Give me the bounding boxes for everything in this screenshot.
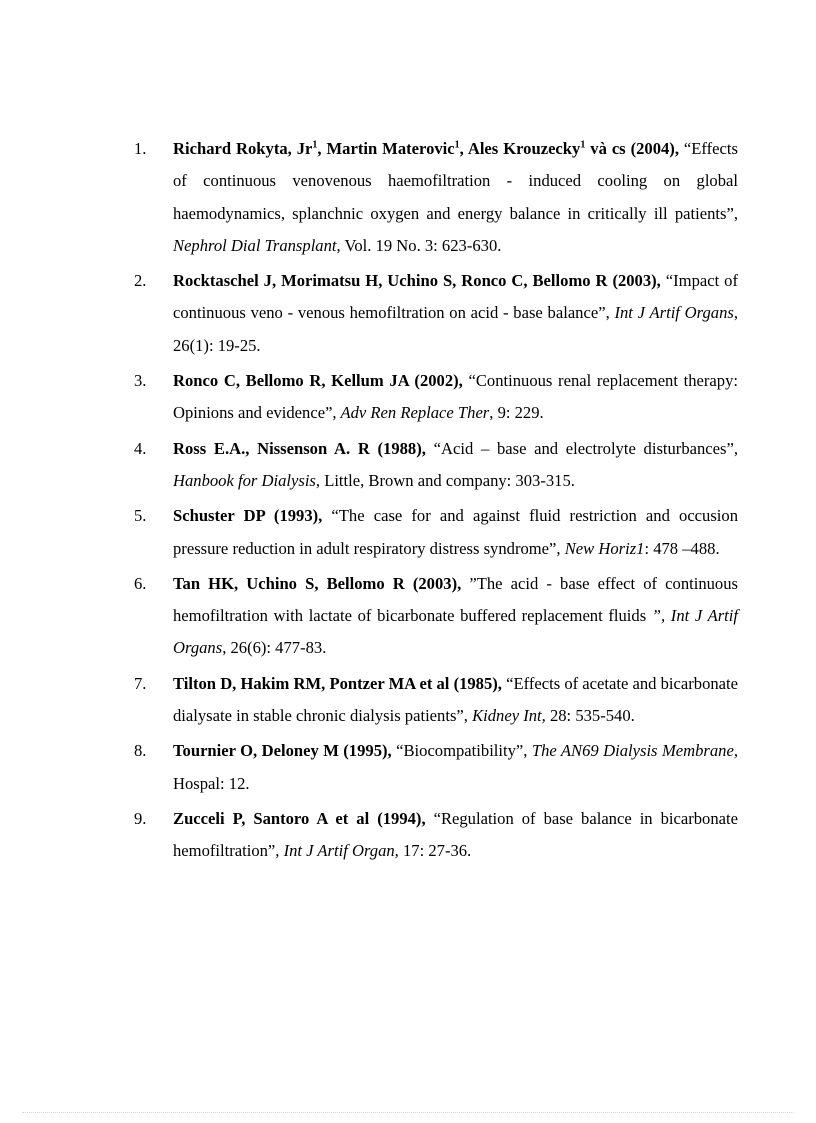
- reference-details: Vol. 19 No. 3: 623-630.: [340, 235, 502, 255]
- reference-journal: The AN69 Dialysis Membrane: [527, 741, 734, 761]
- reference-journal: Adv Ren Replace Ther: [336, 403, 490, 423]
- reference-authors: Rocktaschel J, Morimatsu H, Uchino S, Ronco C, Bellomo R (2003),: [173, 271, 661, 291]
- reference-item-8: [134, 735, 738, 800]
- reference-title: ”The acid - base effect of continuous hemofiltration with lactate of bicarbonate buffered replacement fluids: [173, 573, 738, 626]
- reference-details: , Little, Brown and company: 303-315.: [315, 470, 575, 490]
- reference-title: “Acid – base and electrolyte disturbances”,: [425, 438, 738, 458]
- reference-title: “Regulation of base balance in bicarbonate hemofiltration”,: [173, 808, 738, 861]
- reference-number: 6.: [134, 573, 147, 593]
- reference-number: 8.: [134, 741, 147, 761]
- reference-item-9: [134, 803, 738, 868]
- reference-item-6: [134, 568, 738, 665]
- reference-item-1: [134, 133, 738, 262]
- affiliation-mark: 1: [580, 139, 586, 151]
- affiliation-mark: 1: [312, 139, 318, 151]
- author-segment: Richard Rokyta, Jr: [173, 139, 313, 158]
- reference-item-7: [134, 668, 738, 733]
- reference-number: 2.: [134, 271, 147, 291]
- reference-item-5: [134, 500, 738, 565]
- reference-item-2: [134, 265, 738, 362]
- page-bottom-divider: [22, 1112, 794, 1113]
- reference-details: , Hospal: 12.: [173, 741, 738, 793]
- reference-authors: Ronco C, Bellomo R, Kellum JA (2002),: [173, 371, 463, 391]
- reference-authors: Tan HK, Uchino S, Bellomo R (2003),: [173, 573, 462, 593]
- reference-journal: ”, Int J Artif Organs: [173, 606, 738, 658]
- reference-journal: Nephrol Dial Transplant,: [173, 235, 341, 255]
- reference-title: “The case for and against fluid restriction and occusion pressure reduction in adult respiratory distress syndrome”,: [173, 506, 739, 558]
- reference-number: 9.: [134, 808, 147, 828]
- reference-journal: Int J Artif Organs: [609, 303, 734, 323]
- reference-journal: Int J Artif Organ,: [279, 841, 399, 861]
- reference-title: “Effects of acetate and bicarbonate dialysate in stable chronic dialysis patients”,: [173, 673, 739, 726]
- reference-details: : 478 –488.: [644, 538, 720, 558]
- reference-authors: [173, 139, 679, 158]
- reference-number: 4.: [134, 438, 147, 458]
- reference-details: 17: 27-36.: [398, 841, 472, 861]
- author-segment: và cs (2004),: [585, 139, 679, 158]
- reference-title: “Effects of continuous venovenous haemofiltration - induced cooling on global haemodynamics, splanchnic oxygen and energy balance in critically ill patients”,: [173, 139, 738, 223]
- reference-number: 5.: [134, 506, 147, 526]
- author-segment: , Martin Materovic: [317, 139, 455, 158]
- reference-item-4: [134, 433, 738, 498]
- reference-details: , 26(6): 477-83.: [222, 638, 327, 658]
- reference-details: 28: 535-540.: [545, 706, 635, 726]
- reference-title: “Biocompatibility”,: [391, 741, 528, 761]
- author-segment: , Ales Krouzecky: [459, 139, 581, 158]
- reference-number: 1.: [134, 139, 147, 158]
- reference-authors: Zucceli P, Santoro A et al (1994),: [173, 808, 426, 828]
- reference-title: “Impact of continuous veno - venous hemofiltration on acid - base balance”,: [173, 271, 739, 323]
- reference-number: 7.: [134, 673, 147, 693]
- reference-details: , 9: 229.: [489, 403, 544, 423]
- reference-journal: New Horiz1: [560, 538, 645, 558]
- reference-authors: Schuster DP (1993),: [173, 506, 323, 526]
- reference-journal: Hanbook for Dialysis: [173, 470, 316, 490]
- reference-list: [134, 133, 738, 871]
- reference-details: , 26(1): 19-25.: [173, 303, 738, 355]
- reference-authors: Tilton D, Hakim RM, Pontzer MA et al (1985),: [173, 673, 502, 693]
- reference-item-3: [134, 365, 738, 430]
- affiliation-mark: 1: [454, 139, 460, 151]
- reference-title: “Continuous renal replacement therapy: Opinions and evidence”,: [173, 371, 738, 423]
- reference-journal: Kidney Int,: [467, 706, 546, 726]
- reference-number: 3.: [134, 371, 147, 391]
- reference-authors: Tournier O, Deloney M (1995),: [173, 741, 392, 761]
- reference-authors: Ross E.A., Nissenson A. R (1988),: [173, 438, 426, 458]
